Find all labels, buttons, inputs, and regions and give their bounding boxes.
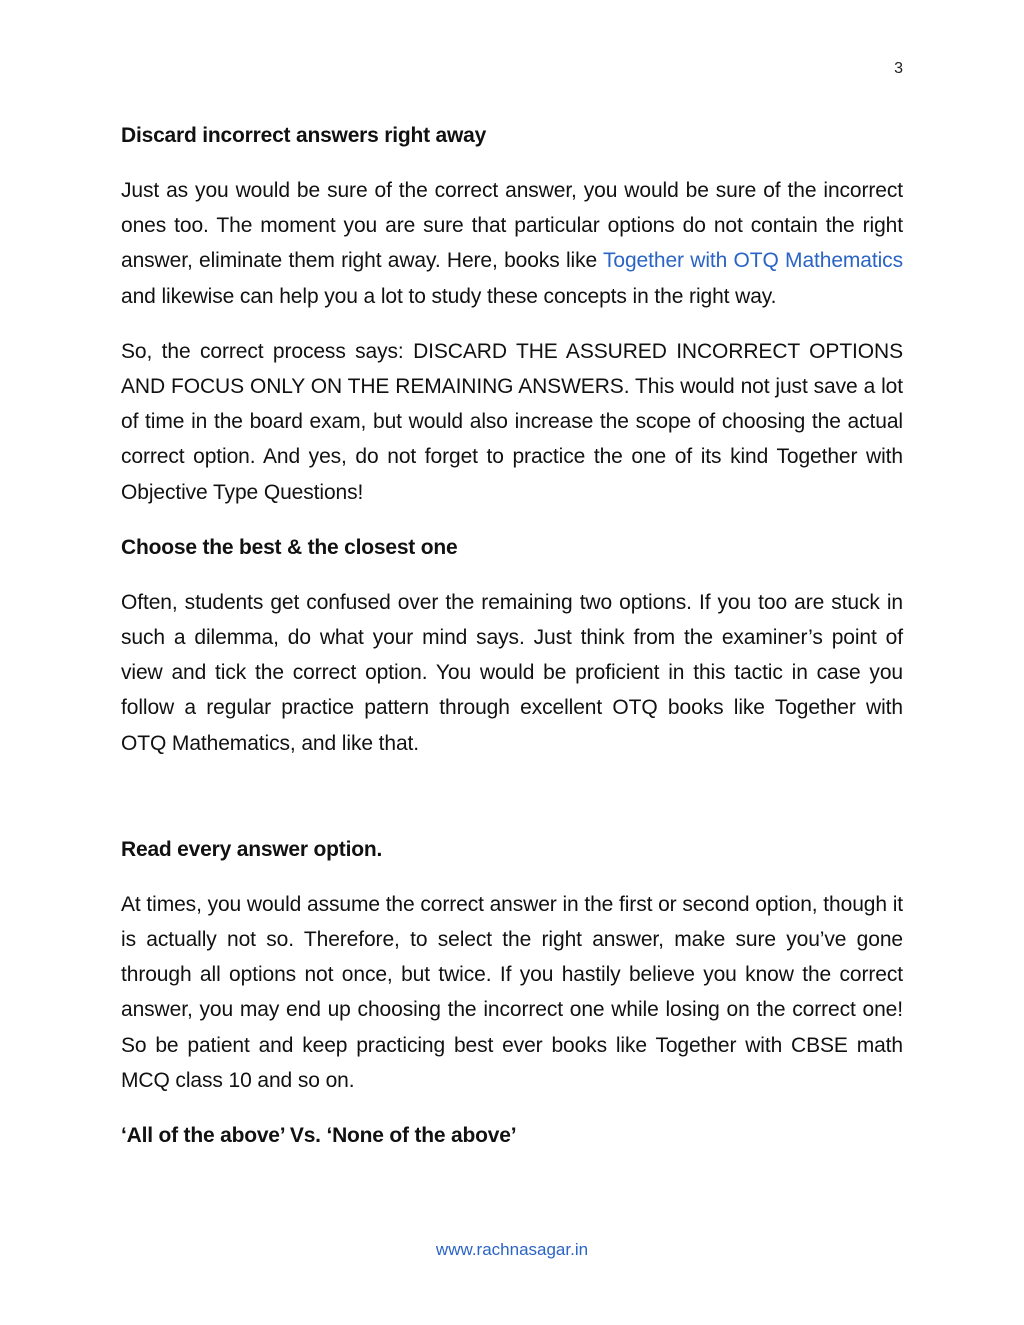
paragraph-choose-best: Often, students get confused over the remaining two options. If you too are stuck in such a dilemma, do what your mind says. Just think from the examiner’s point of view and tick the correct option. You would be proficient in this tactic in case you follow a regular practice pattern through excellent OTQ books like Together with OTQ Mathematics, and like that. — [121, 590, 903, 755]
paragraph-discard-2: So, the correct process says: DISCARD THE ASSURED INCORRECT OPTIONS AND FOCUS ONLY ON THE REMAINING ANSWERS. This would not just save a lot of time in the board exam, but would also increase the scope of choosing the actual correct option. And yes, do not forget to practice the one of its kind Together with Objective Type Questions! — [121, 339, 903, 504]
page-number: 3 — [894, 60, 903, 77]
section-heading-read-every: Read every answer option. — [121, 837, 383, 861]
section-heading-choose-best: Choose the best & the closest one — [121, 535, 458, 559]
section-heading-all-vs-none: ‘All of the above’ Vs. ‘None of the above’ — [121, 1124, 517, 1148]
section-heading-discard: Discard incorrect answers right away — [121, 124, 487, 147]
document-body — [121, 118, 903, 1153]
paragraph-read-every: At times, you would assume the correct answer in the first or second option, though it is actually not so. Therefore, to select the right answer, make sure you’ve gone through all options not once, but twice. If you hastily believe you know the correct answer, you may end up choosing the incorrect one while losing on the correct one! So be patient and keep practicing best ever books like Together with CBSE math MCQ class 10 and so on. — [121, 892, 903, 1092]
footer — [0, 1240, 1024, 1260]
paragraph-text: and likewise can help you a lot to study these concepts in the right way. — [121, 284, 777, 308]
otq-mathematics-link[interactable]: Together with OTQ Mathematics — [603, 249, 903, 273]
footer-website-link[interactable]: www.rachnasagar.in — [435, 1240, 589, 1259]
paragraph-text: Just as you would be sure of the correct answer, you would be sure of the incorrect ones too. The moment you are sure that particular options do not contain the right answer, eliminate them right away. Here, books like — [121, 179, 903, 273]
paragraph-discard-1 — [121, 173, 903, 314]
